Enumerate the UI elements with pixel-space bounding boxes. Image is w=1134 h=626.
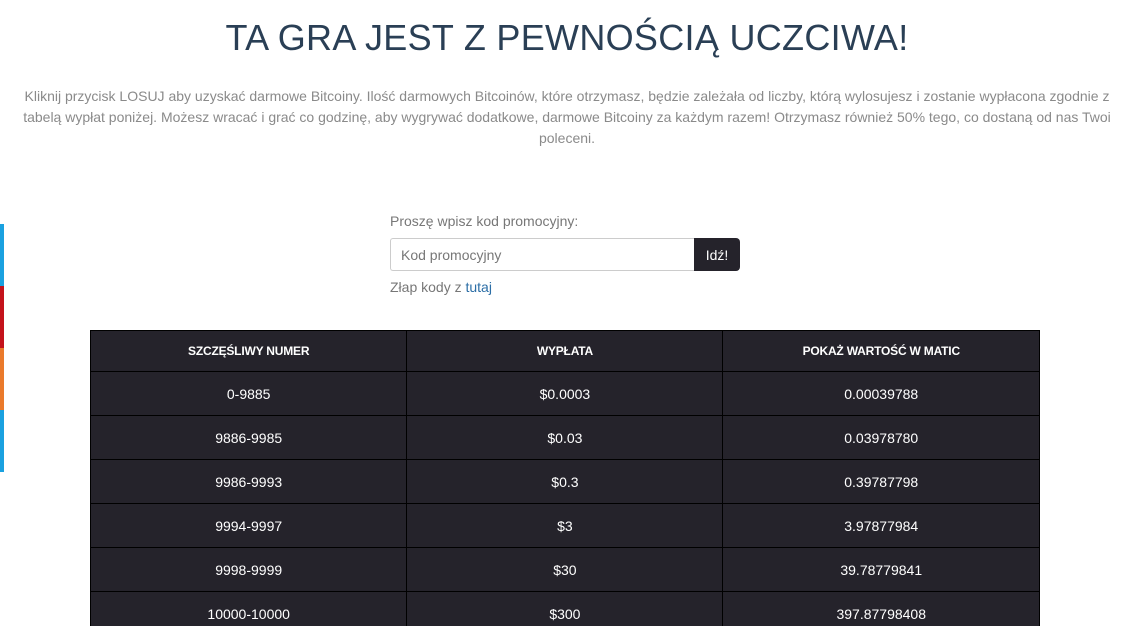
share-strip-twitter[interactable] [0, 224, 4, 286]
matic-value-cell: 0.39787798 [723, 460, 1040, 504]
table-row [91, 548, 1040, 592]
table-row [91, 504, 1040, 548]
promo-hint-text: Złap kody z [390, 279, 466, 295]
header-matic-value: POKAŻ WARTOŚĆ W MATIC [723, 331, 1040, 372]
payout-table [90, 330, 1040, 626]
header-payout: WYPŁATA [407, 331, 723, 372]
payout-table-header-row [91, 331, 1040, 372]
promo-code-input[interactable] [390, 238, 694, 271]
payout-cell: $30 [407, 548, 723, 592]
lucky-number-cell: 9886-9985 [91, 416, 407, 460]
promo-code-label: Proszę wpisz kod promocyjny: [390, 213, 579, 229]
promo-submit-button[interactable]: Idź! [694, 238, 740, 271]
promo-hint [390, 277, 750, 297]
payout-cell: $3 [407, 504, 723, 548]
matic-value-cell: 0.00039788 [723, 372, 1040, 416]
lucky-number-cell: 9986-9993 [91, 460, 407, 504]
payout-cell: $300 [407, 592, 723, 626]
matic-value-cell: 397.87798408 [723, 592, 1040, 626]
promo-hint-link[interactable]: tutaj [465, 279, 492, 295]
intro-text [0, 86, 1134, 149]
lucky-number-cell: 0-9885 [91, 372, 407, 416]
intro-line-3: poleceni. [538, 130, 596, 146]
table-row [91, 416, 1040, 460]
payout-cell: $0.03 [407, 416, 723, 460]
share-strip-blue[interactable] [0, 410, 4, 472]
matic-value-cell: 0.03978780 [723, 416, 1040, 460]
lucky-number-cell: 9994-9997 [91, 504, 407, 548]
table-row [91, 460, 1040, 504]
lucky-number-cell: 9998-9999 [91, 548, 407, 592]
promo-code-form [390, 211, 750, 297]
matic-value-cell: 3.97877984 [723, 504, 1040, 548]
payout-cell: $0.3 [407, 460, 723, 504]
page-title: TA GRA JEST Z PEWNOŚCIĄ UCZCIWA! [225, 17, 909, 58]
share-strip-red[interactable] [0, 286, 4, 348]
intro-line-2: tabelą wypłat poniżej. Możesz wracać i grać co godzinę, aby wygrywać dodatkowe, darmowe Bitcoiny za każdym razem! Otrzymasz również 50% tego, co dostaną od nas Twoi [23, 109, 1111, 125]
header-lucky-number: SZCZĘŚLIWY NUMER [91, 331, 407, 372]
table-row [91, 372, 1040, 416]
promo-input-group [390, 238, 750, 271]
table-row [91, 592, 1040, 626]
share-strip-orange[interactable] [0, 348, 4, 410]
matic-value-cell: 39.78779841 [723, 548, 1040, 592]
payout-cell: $0.0003 [407, 372, 723, 416]
lucky-number-cell: 10000-10000 [91, 592, 407, 626]
intro-line-1: Kliknij przycisk LOSUJ aby uzyskać darmowe Bitcoiny. Ilość darmowych Bitcoinów, które otrzymasz, będzie zależała od liczby, którą wylosujesz i zostanie wypłacona zgodnie z [24, 88, 1110, 104]
